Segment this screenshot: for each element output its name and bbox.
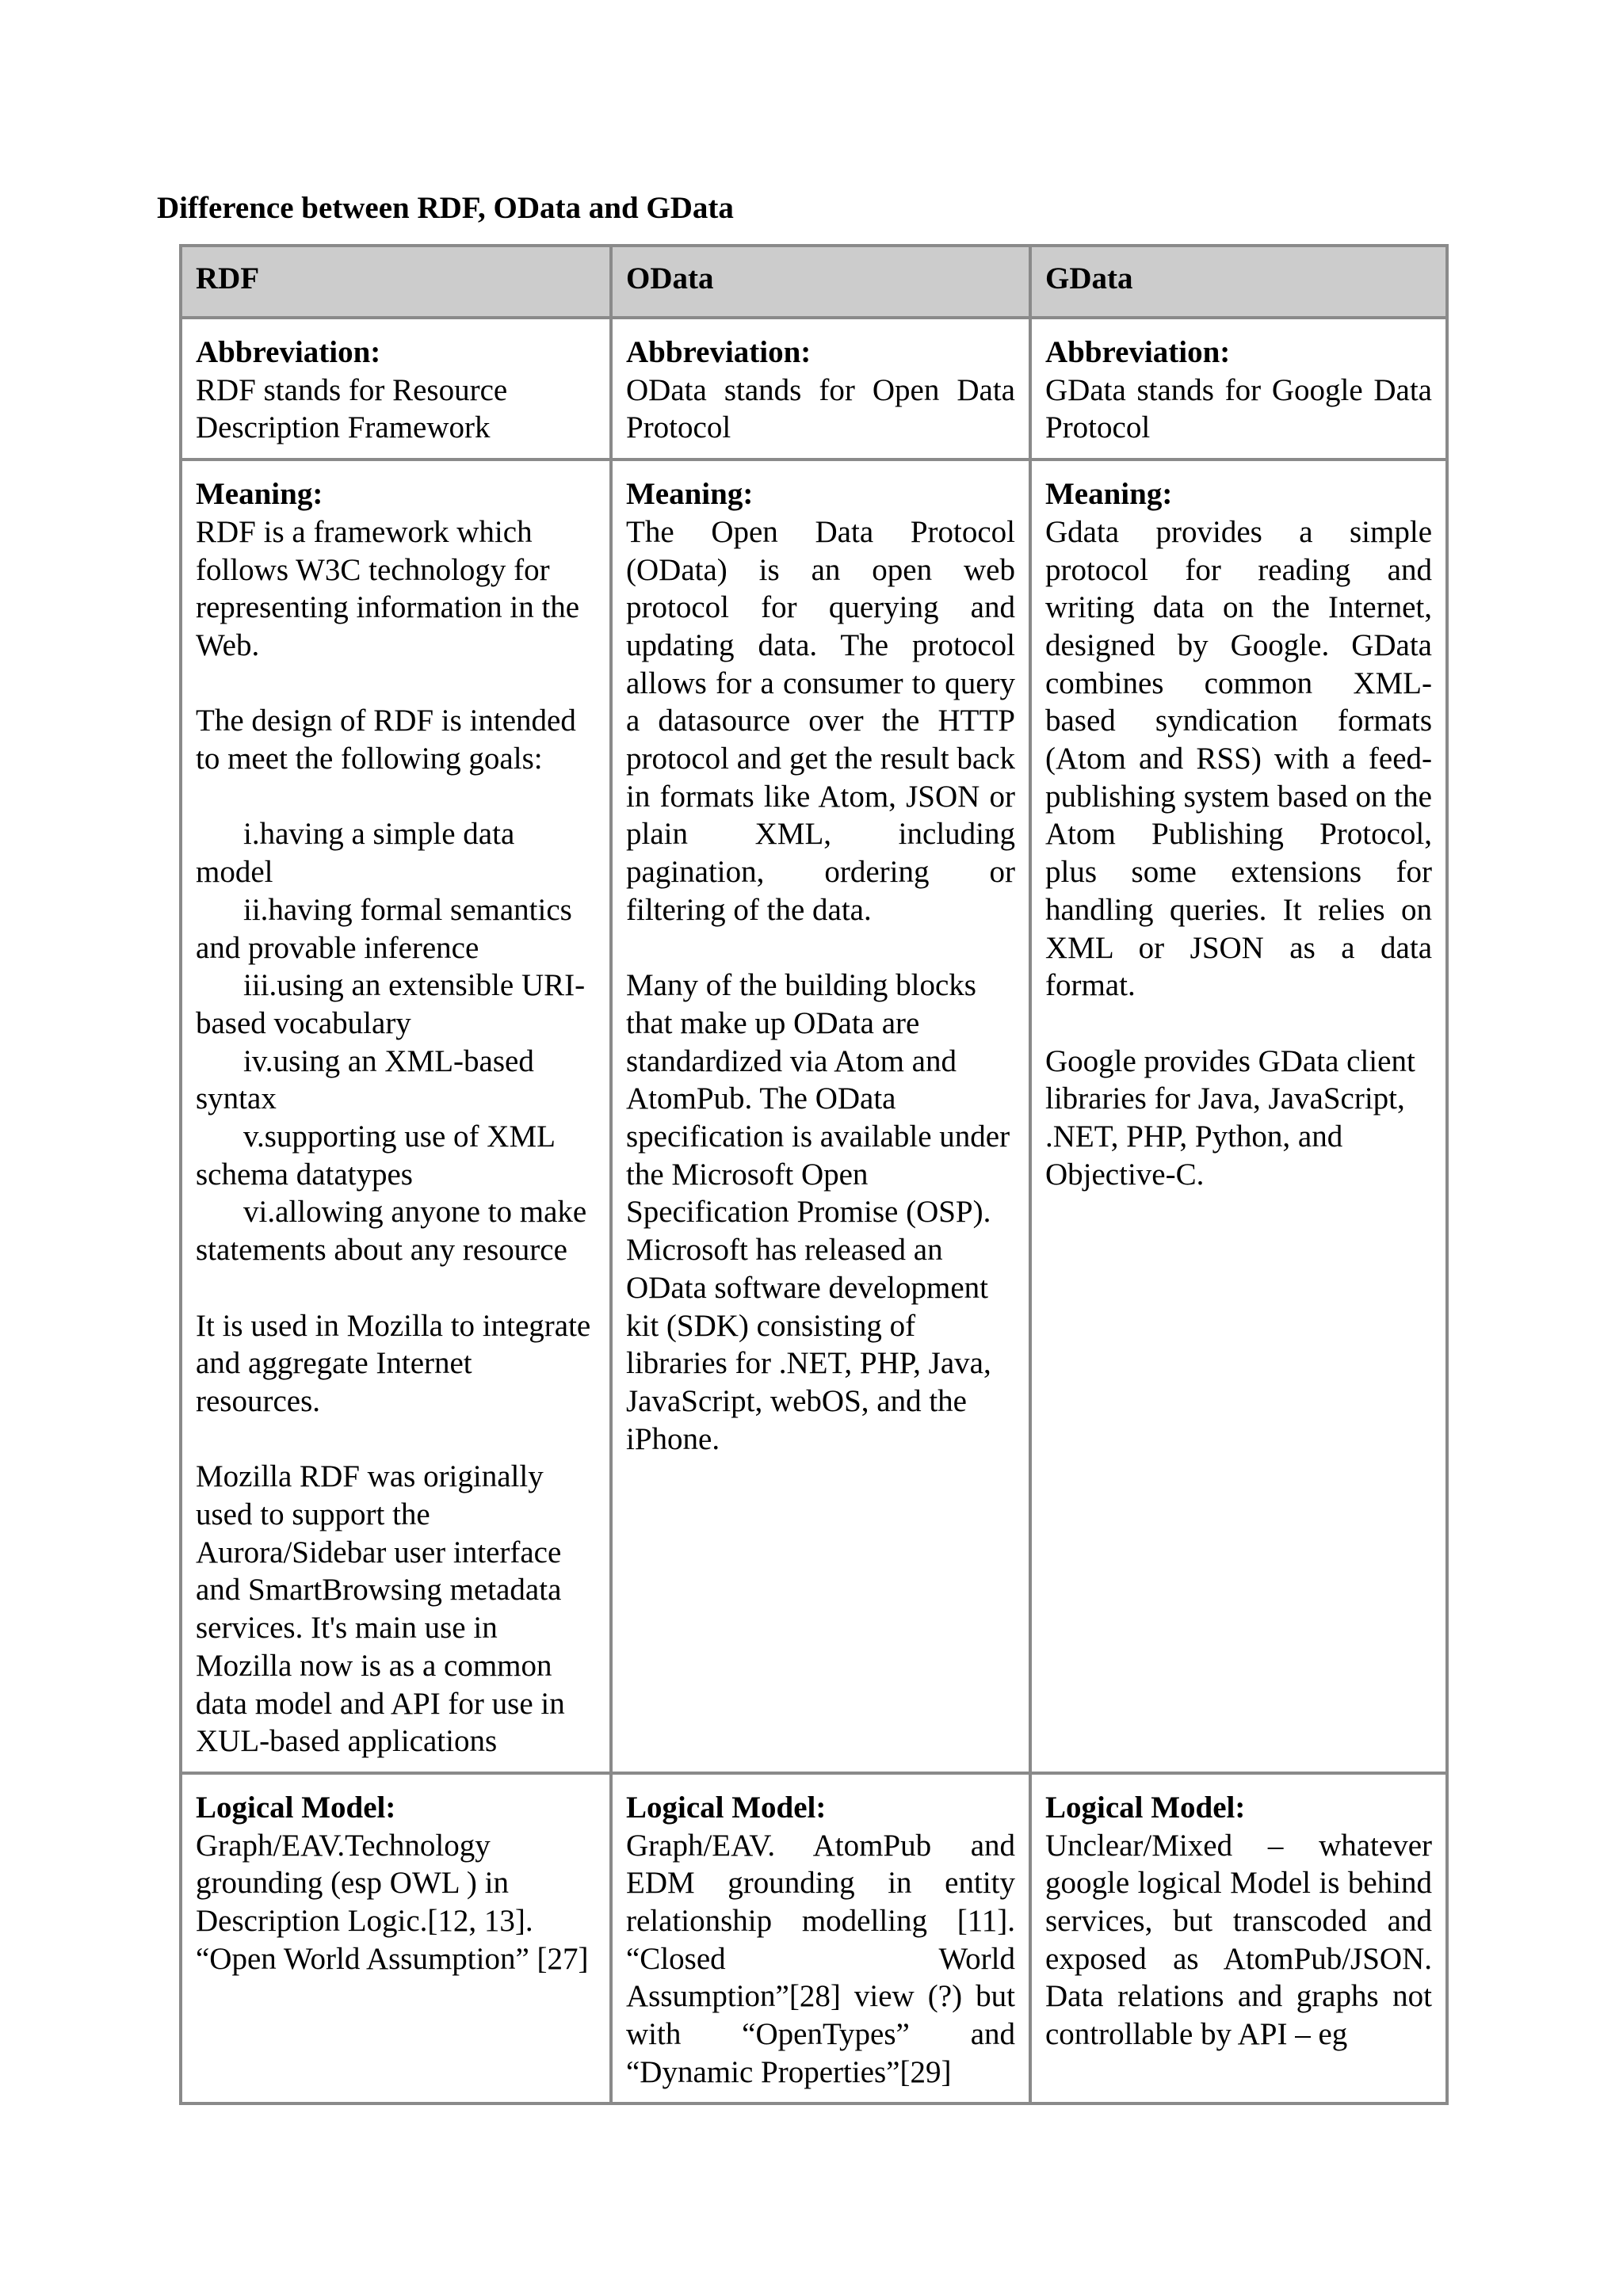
cell-label: Meaning: xyxy=(1045,477,1173,512)
cell-label: Logical Model: xyxy=(196,1790,396,1825)
gdata-logical-model-cell xyxy=(1030,1773,1447,2103)
comparison-table xyxy=(179,244,1449,2105)
gdata-meaning-cell xyxy=(1030,460,1447,1773)
header-rdf: RDF xyxy=(181,246,611,318)
list-item: iv.using an XML-based syntax xyxy=(196,1043,534,1116)
meaning-row xyxy=(181,460,1447,1773)
cell-label: Logical Model: xyxy=(1045,1790,1246,1825)
rdf-abbreviation-cell xyxy=(181,318,611,460)
cell-label: Abbreviation: xyxy=(626,335,812,369)
rdf-goals-list xyxy=(196,815,596,1268)
rdf-logical-model-cell xyxy=(181,1773,611,2103)
list-item: v.supporting use of XML schema datatypes xyxy=(196,1119,555,1192)
list-item: i.having a simple data model xyxy=(196,817,515,890)
list-item: iii.using an extensible URI-based vocabulary xyxy=(196,968,586,1040)
list-item: ii.having formal semantics and provable inference xyxy=(196,892,572,965)
odata-standards-paragraph: Many of the building blocks that make up OData are standardized via Atom and AtomPub. The OData specification is available under the Microsoft Open Specification Promise (OSP). Microsoft has released an OData software development kit (SDK) consisting of libraries for .NET, PHP, Java, JavaScript, webOS, and the iPhone. xyxy=(626,968,1010,1456)
cell-label: Meaning: xyxy=(626,477,754,512)
cell-label: Meaning: xyxy=(196,477,323,512)
abbreviation-row xyxy=(181,318,1447,460)
odata-logical-model-cell xyxy=(611,1773,1030,2103)
cell-label: Abbreviation: xyxy=(196,335,381,369)
header-gdata: GData xyxy=(1030,246,1447,318)
cell-text: OData stands for Open Data Protocol xyxy=(626,372,1015,445)
odata-abbreviation-cell xyxy=(611,318,1030,460)
page-title: Difference between RDF, OData and GData xyxy=(157,191,734,225)
odata-meaning-paragraph: The Open Data Protocol (OData) is an open web protocol for querying and updating data. The protocol allows for a consumer to query a datasource over the HTTP protocol and get the result back in formats like Atom, JSON or plain XML, including pagination, ordering or filtering of the data. xyxy=(626,514,1015,927)
cell-text: Graph/EAV.Technology grounding (esp OWL ) in Description Logic.[12, 13]. “Open World Assumption” [27] xyxy=(196,1828,589,1976)
rdf-meaning-cell xyxy=(181,460,611,1773)
rdf-meaning-paragraph: RDF is a framework which follows W3C technology for representing information in the Web. xyxy=(196,514,580,662)
header-row xyxy=(181,246,1447,318)
gdata-meaning-paragraph: Gdata provides a simple protocol for reading and writing data on the Internet, designed by Google. GData combines common XML-based syndication formats (Atom and RSS) with a feed-publishing system based on the Atom Publishing Protocol, plus some extensions for handling queries. It relies on XML or JSON as a data format. xyxy=(1045,514,1432,1003)
rdf-mozilla-history-paragraph: Mozilla RDF was originally used to support the Aurora/Sidebar user interface and SmartBrowsing metadata services. It's main use in Mozilla now is as a common data model and API for use in XUL-based applications xyxy=(196,1459,565,1759)
rdf-mozilla-paragraph: It is used in Mozilla to integrate and aggregate Internet resources. xyxy=(196,1308,591,1418)
cell-text: RDF stands for Resource Description Framework xyxy=(196,372,508,445)
gdata-abbreviation-cell xyxy=(1030,318,1447,460)
cell-label: Logical Model: xyxy=(626,1790,827,1825)
odata-meaning-cell xyxy=(611,460,1030,1773)
logical-model-row xyxy=(181,1773,1447,2103)
list-item: vi.allowing anyone to make statements about any resource xyxy=(196,1195,587,1268)
cell-label: Abbreviation: xyxy=(1045,335,1231,369)
header-odata: OData xyxy=(611,246,1030,318)
cell-text: Unclear/Mixed – whatever google logical Model is behind services, but transcoded and exposed as AtomPub/JSON. Data relations and graphs not controllable by API – eg xyxy=(1045,1828,1432,2052)
rdf-goals-intro: The design of RDF is intended to meet the following goals: xyxy=(196,704,576,776)
cell-text: GData stands for Google Data Protocol xyxy=(1045,372,1432,445)
cell-text: Graph/EAV. AtomPub and EDM grounding in entity relationship modelling [11]. “Closed World Assumption”[28] view (?) but with “OpenTypes” and “Dynamic Properties”[29] xyxy=(626,1828,1015,2089)
gdata-libraries-paragraph: Google provides GData client libraries for Java, JavaScript, .NET, PHP, Python, and Objective-C. xyxy=(1045,1043,1415,1192)
